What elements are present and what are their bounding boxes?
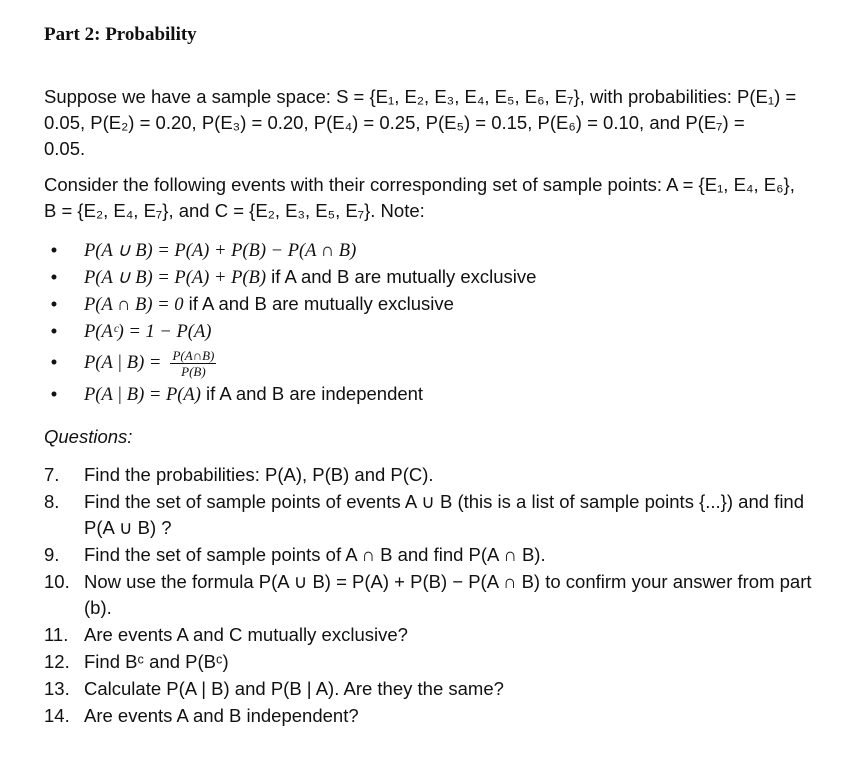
question-item	[44, 542, 824, 568]
section-title: Part 2: Probability	[44, 24, 197, 45]
question-number: 9.	[44, 544, 60, 565]
fraction-numerator: P(A∩B)	[172, 347, 215, 363]
intro-line: 0.05, P(E₂) = 0.20, P(E₃) = 0.20, P(E₄) = 0.25, P(E₅) = 0.15, P(E₆) = 0.10, and P(E₇) =	[44, 112, 745, 133]
bullet-marker: •	[50, 351, 58, 372]
fraction	[170, 348, 216, 379]
formula: P(A ∪ B) = P(A) + P(B)	[84, 268, 266, 288]
question-number: 12.	[44, 651, 70, 672]
question-number: 13.	[44, 678, 70, 699]
questions-heading: Questions:	[44, 426, 133, 447]
formula: P(Aᶜ) = 1 − P(A)	[84, 322, 212, 342]
bullet-marker: •	[50, 239, 58, 260]
formula-condition: if A and B are mutually exclusive	[266, 266, 537, 287]
formula-condition: if A and B are independent	[200, 383, 424, 404]
question-number: 14.	[44, 705, 70, 726]
question-item	[44, 622, 824, 648]
question-item	[44, 462, 824, 488]
events-paragraph	[44, 172, 814, 224]
bullet-item	[44, 317, 804, 344]
events-line: B = {E₂, E₄, E₇}, and C = {E₂, E₃, E₅, E₇}. Note:	[44, 200, 425, 221]
question-item	[44, 676, 824, 702]
question-item	[44, 489, 824, 541]
formula: P(A ∪ B) = P(A) + P(B) − P(A ∩ B)	[84, 241, 357, 261]
question-item	[44, 649, 824, 675]
bullet-marker: •	[50, 293, 58, 314]
formula: P(A | B) = P(A)	[84, 385, 201, 405]
question-text: Are events A and B independent?	[84, 705, 359, 726]
question-item	[44, 569, 824, 621]
question-number: 11.	[44, 624, 69, 645]
intro-line: Suppose we have a sample space: S = {E₁, E₂, E₃, E₄, E₅, E₆, E₇}, with probabilities: P(E₁) =	[44, 86, 797, 107]
question-text: Find the set of sample points of events A ∪ B (this is a list of sample points {...}) and find P(A ∪ B) ?	[84, 491, 805, 538]
bullet-item	[44, 290, 804, 317]
question-text: Calculate P(A | B) and P(B | A). Are they the same?	[84, 678, 504, 699]
question-text: Find Bᶜ and P(Bᶜ)	[84, 651, 229, 672]
formula-bullet-list	[44, 236, 804, 407]
formula: P(A ∩ B) = 0	[84, 295, 184, 315]
formula: P(A | B) =	[84, 353, 162, 373]
bullet-marker: •	[50, 320, 58, 341]
fraction-denominator: P(B)	[181, 363, 206, 379]
bullet-marker: •	[50, 383, 58, 404]
formula-condition: if A and B are mutually exclusive	[183, 293, 454, 314]
bullet-item	[44, 236, 804, 263]
question-text: Find the probabilities: P(A), P(B) and P(C).	[84, 464, 434, 485]
events-line: Consider the following events with their corresponding set of sample points: A = {E₁, E₄, E₆},	[44, 174, 795, 195]
question-text: Find the set of sample points of A ∩ B and find P(A ∩ B).	[84, 544, 546, 565]
question-number: 7.	[44, 464, 60, 485]
question-number: 10.	[44, 571, 70, 592]
question-list	[44, 462, 824, 730]
bullet-item	[44, 344, 804, 380]
bullet-item	[44, 380, 804, 407]
question-text: Are events A and C mutually exclusive?	[84, 624, 408, 645]
question-item	[44, 703, 824, 729]
bullet-marker: •	[50, 266, 58, 287]
bullet-item	[44, 263, 804, 290]
question-text: Now use the formula P(A ∪ B) = P(A) + P(B) − P(A ∩ B) to confirm your answer from part (b).	[84, 571, 812, 618]
question-number: 8.	[44, 491, 60, 512]
intro-paragraph	[44, 84, 814, 162]
intro-line: 0.05.	[44, 138, 86, 159]
